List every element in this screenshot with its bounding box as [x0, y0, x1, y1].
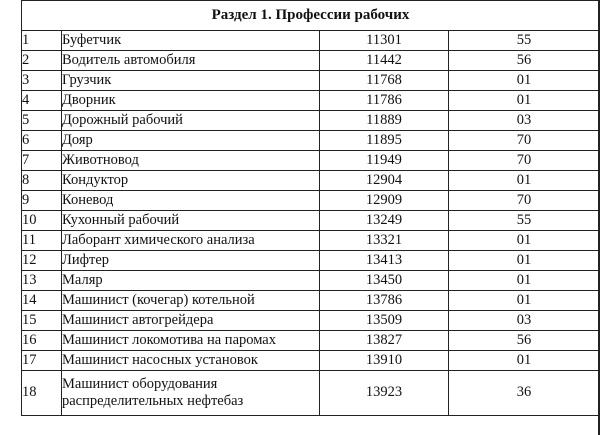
table-row — [22, 311, 600, 331]
profession-code: 11301 — [320, 31, 449, 51]
table-row — [22, 131, 600, 151]
profession-name: Грузчик — [62, 71, 320, 91]
row-number: 17 — [22, 351, 62, 371]
profession-code: 11442 — [320, 51, 449, 71]
table-row — [22, 71, 600, 91]
profession-code: 11768 — [320, 71, 449, 91]
profession-name: Лаборант химического анализа — [62, 231, 320, 251]
group-code: 01 — [449, 271, 600, 291]
profession-name: Машинист (кочегар) котельной — [62, 291, 320, 311]
group-code: 56 — [449, 51, 600, 71]
row-number: 9 — [22, 191, 62, 211]
row-number: 12 — [22, 251, 62, 271]
table-row — [22, 371, 600, 416]
row-number: 2 — [22, 51, 62, 71]
table-row — [22, 151, 600, 171]
profession-name: Дворник — [62, 91, 320, 111]
profession-name: Животновод — [62, 151, 320, 171]
table-row — [22, 91, 600, 111]
profession-code: 12904 — [320, 171, 449, 191]
row-number: 10 — [22, 211, 62, 231]
profession-code: 13413 — [320, 251, 449, 271]
table-row — [22, 251, 600, 271]
profession-code: 12909 — [320, 191, 449, 211]
group-code: 70 — [449, 151, 600, 171]
group-code: 36 — [449, 371, 600, 416]
row-number: 6 — [22, 131, 62, 151]
profession-code: 13450 — [320, 271, 449, 291]
profession-code: 13786 — [320, 291, 449, 311]
profession-code: 11949 — [320, 151, 449, 171]
profession-name: Водитель автомобиля — [62, 51, 320, 71]
row-number: 7 — [22, 151, 62, 171]
group-code: 55 — [449, 211, 600, 231]
group-code: 01 — [449, 91, 600, 111]
table-row — [22, 111, 600, 131]
table-row — [22, 211, 600, 231]
profession-code: 11786 — [320, 91, 449, 111]
profession-name: Маляр — [62, 271, 320, 291]
row-number: 5 — [22, 111, 62, 131]
table-row — [22, 271, 600, 291]
profession-name: Дорожный рабочий — [62, 111, 320, 131]
profession-name: Лифтер — [62, 251, 320, 271]
profession-name: Дояр — [62, 131, 320, 151]
profession-name: Машинист локомотива на паромах — [62, 331, 320, 351]
table-row — [22, 31, 600, 51]
profession-code: 13923 — [320, 371, 449, 416]
profession-name: Кондуктор — [62, 171, 320, 191]
profession-name: Буфетчик — [62, 31, 320, 51]
table-row — [22, 351, 600, 371]
table-row — [22, 331, 600, 351]
table-row — [22, 191, 600, 211]
row-number: 1 — [22, 31, 62, 51]
profession-code: 13827 — [320, 331, 449, 351]
profession-code: 13910 — [320, 351, 449, 371]
row-number: 4 — [22, 91, 62, 111]
profession-code: 11895 — [320, 131, 449, 151]
group-code: 56 — [449, 331, 600, 351]
table-row — [22, 231, 600, 251]
table-body — [22, 31, 600, 416]
row-number: 14 — [22, 291, 62, 311]
row-number: 13 — [22, 271, 62, 291]
group-code: 55 — [449, 31, 600, 51]
table-row — [22, 171, 600, 191]
row-number: 15 — [22, 311, 62, 331]
group-code: 03 — [449, 311, 600, 331]
group-code: 01 — [449, 251, 600, 271]
section-title: Раздел 1. Профессии рабочих — [22, 1, 600, 31]
group-code: 03 — [449, 111, 600, 131]
profession-name: Машинист насосных установок — [62, 351, 320, 371]
row-number: 8 — [22, 171, 62, 191]
table-row — [22, 51, 600, 71]
group-code: 01 — [449, 231, 600, 251]
profession-name: Машинист автогрейдера — [62, 311, 320, 331]
profession-name: Машинист оборудования распределительных нефтебаз — [62, 371, 320, 416]
group-code: 01 — [449, 291, 600, 311]
profession-name: Коневод — [62, 191, 320, 211]
group-code: 01 — [449, 171, 600, 191]
table-row — [22, 291, 600, 311]
professions-table — [21, 0, 600, 416]
profession-name: Кухонный рабочий — [62, 211, 320, 231]
group-code: 70 — [449, 131, 600, 151]
profession-code: 13509 — [320, 311, 449, 331]
row-number: 3 — [22, 71, 62, 91]
group-code: 01 — [449, 351, 600, 371]
row-number: 11 — [22, 231, 62, 251]
group-code: 70 — [449, 191, 600, 211]
profession-code: 11889 — [320, 111, 449, 131]
row-number: 18 — [22, 371, 62, 416]
profession-code: 13249 — [320, 211, 449, 231]
group-code: 01 — [449, 71, 600, 91]
row-number: 16 — [22, 331, 62, 351]
profession-code: 13321 — [320, 231, 449, 251]
